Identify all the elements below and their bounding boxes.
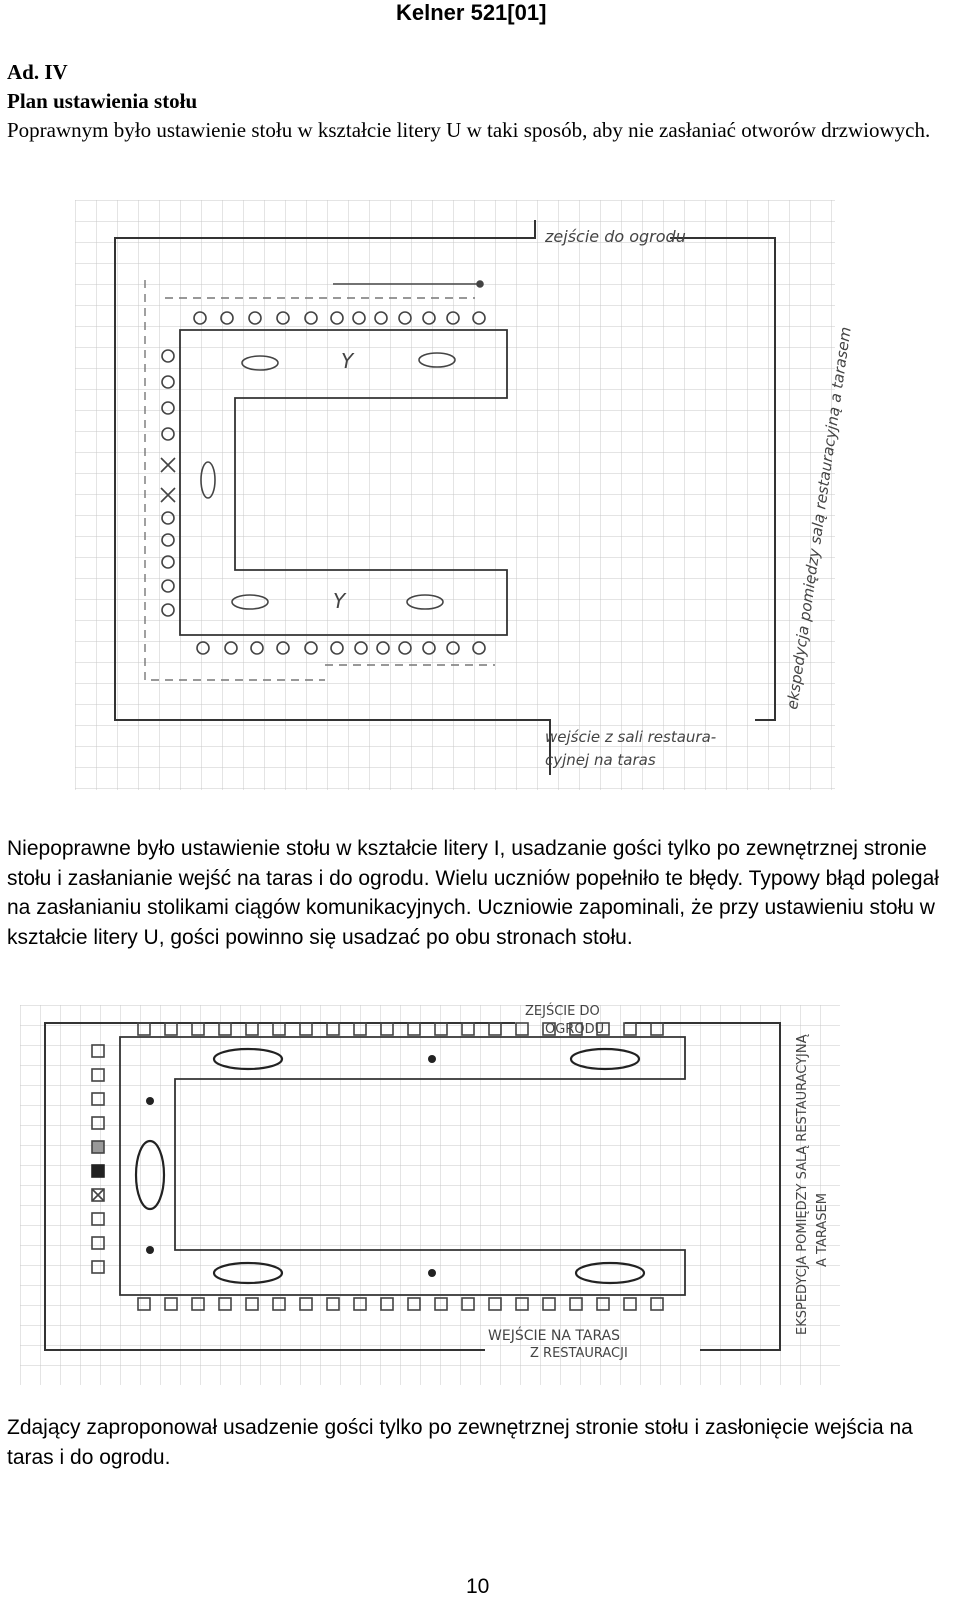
- mark-y-bottom: Y: [333, 589, 346, 613]
- incorrect-layout-drawing: [20, 1005, 840, 1385]
- mark-y-top: Y: [341, 349, 354, 373]
- label-garden-exit-2-line2: OGRODU: [545, 1022, 605, 1037]
- section-heading: [7, 58, 930, 145]
- label-terrace-entry-2-line1: WEJŚCIE NA TARAS: [488, 1328, 621, 1344]
- document-header-code: Kelner 521[01]: [396, 0, 547, 25]
- label-terrace-entry-1: wejście z sali restaura-: [545, 728, 717, 746]
- page-number: 10: [466, 1575, 490, 1598]
- label-expedition-side: ekspedycja pomiędzy salą restauracyjną a tarasem: [783, 325, 855, 711]
- label-expedition-side-2-line2: A TARASEM: [815, 1193, 830, 1267]
- label-terrace-entry-2-line2: Z RESTAURACJI: [530, 1346, 628, 1361]
- paragraph-example-error: Zdający zaproponował usadzenie gości tylko po zewnętrznej stronie stołu i zasłonięcie wejścia na taras i do ogrodu.: [7, 1416, 913, 1469]
- section-intro: Poprawnym było ustawienie stołu w kształcie litery U w taki sposób, aby nie zasłaniać otworów drzwiowych.: [7, 118, 931, 142]
- label-garden-exit-2-line1: ZEJŚCIE DO: [525, 1004, 600, 1019]
- chair-marked-black: [92, 1165, 104, 1177]
- graph-paper-grid: [75, 200, 835, 790]
- chair-marked-grey: [92, 1141, 104, 1153]
- label-garden-exit: zejście do ogrodu: [545, 227, 686, 246]
- correct-layout-drawing: [75, 200, 855, 790]
- section-number: Ad. IV: [7, 60, 68, 84]
- label-expedition-side-2-line1: EKSPEDYCJA POMIĘDZY SALĄ RESTAURACYJNĄ: [795, 1034, 810, 1335]
- section-title: Plan ustawienia stołu: [7, 89, 198, 113]
- label-terrace-entry-2: cyjnej na taras: [545, 751, 656, 769]
- paragraph-incorrect-layouts: Niepoprawne było ustawienie stołu w kształcie litery I, usadzanie gości tylko po zewnętrznej stronie stołu i zasłanianie wejść na taras i do ogrodu. Wielu uczniów popełniło te błędy. Typowy błąd polegał na zasłanianiu stolikami ciągów komunikacyjnych. Uczniowie zapominali, że przy ustawieniu stołu w kształcie litery U, gości powinno się usadzać po obu stronach stołu.: [7, 837, 939, 949]
